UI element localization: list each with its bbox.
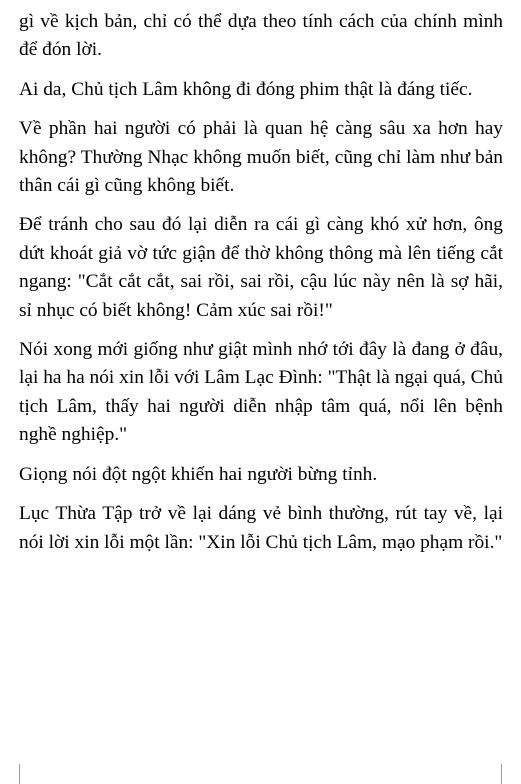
document-page xyxy=(19,8,503,568)
paragraph-5: Nói xong mới giống như giật mình nhớ tới đây là đang ở đâu, lại ha ha nói xin lỗi với Lâm Lạc Đình: "Thật là ngại quá, Chủ tịch Lâm, thấy hai người diễn nhập tâm quá, nổi lên bệnh nghề nghiệp." xyxy=(19,339,503,446)
paragraph-1: gì về kịch bản, chỉ có thể dựa theo tính cách của chính mình để đón lời. xyxy=(19,11,503,61)
paragraph-6: Giọng nói đột ngột khiến hai người bừng tỉnh. xyxy=(19,463,378,485)
crop-mark-bottom-right-vertical xyxy=(501,764,502,784)
paragraph-3: Về phần hai người có phải là quan hệ càng sâu xa hơn hay không? Thường Nhạc không muốn biết, cũng chỉ làm như bản thân cái gì cũng không biết. xyxy=(19,118,503,197)
paragraph-2: Ai da, Chủ tịch Lâm không đi đóng phim thật là đáng tiếc. xyxy=(19,78,473,100)
paragraph-7: Lục Thừa Tập trở về lại dáng vẻ bình thường, rút tay về, lại nói lời xin lỗi một lần: "Xin lỗi Chủ tịch Lâm, mạo phạm rồi." xyxy=(19,503,503,553)
crop-mark-bottom-left-vertical xyxy=(19,764,20,784)
paragraph-4: Để tránh cho sau đó lại diễn ra cái gì càng khó xử hơn, ông dứt khoát giả vờ tức giận để thờ không thông mà lên tiếng cắt ngang: "Cắt cắt cắt, sai rồi, sai rồi, cậu lúc này nên là sợ hãi, sỉ nhục có biết không! Cảm xúc sai rồi!" xyxy=(19,214,503,321)
